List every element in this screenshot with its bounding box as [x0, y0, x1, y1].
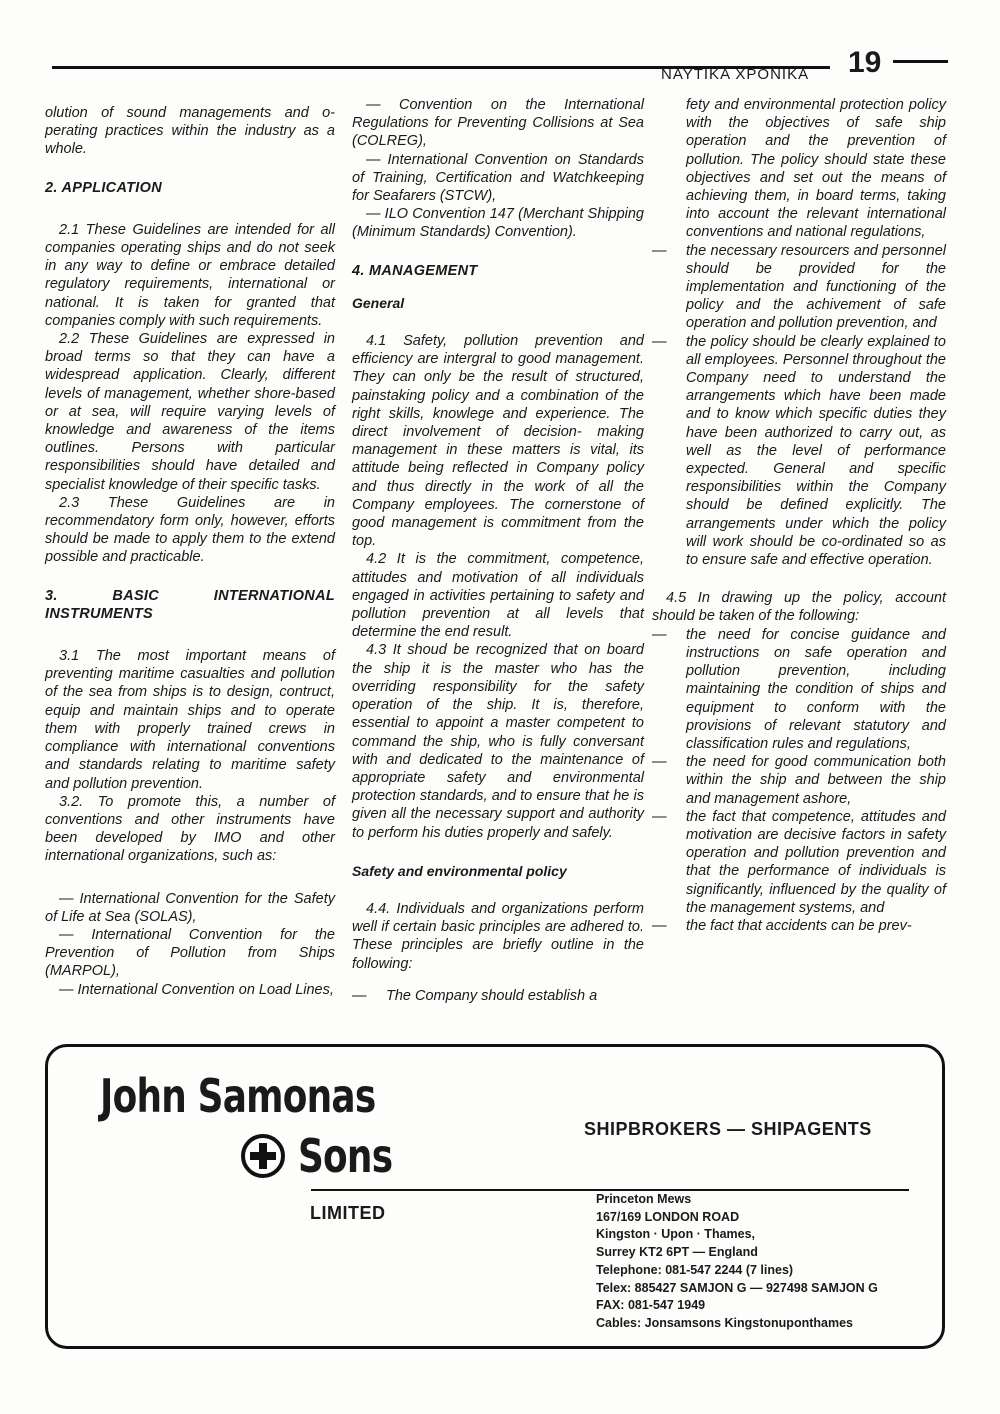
paragraph-2-1: 2.1 These Guidelines are intended for all companies operating ships and do not seek in any way to define or embrace detailed regulatory requirements, international or national. It is taken for granted that companies comply with such requirements.: [45, 221, 335, 329]
cables-line: Cables: Jonsamsons Kingstonuponthames: [596, 1315, 853, 1330]
list-dash: —: [652, 808, 667, 825]
list-text: the necessary resourcers and personnel should be provided for the implementation and functioning of the policy and the achivement of safe operation and pollution prevention, and: [686, 242, 946, 332]
list-text: the need for good communication both within the ship and between the ship and management ashore,: [686, 754, 946, 807]
list-item-accidents: [652, 917, 946, 935]
address-line: Surrey KT2 6PT — England: [596, 1245, 758, 1260]
header-rule-right: [893, 60, 948, 63]
journal-title: ΝΑΥΤΙΚΑ ΧΡΟΝΙΚΑ: [661, 66, 810, 83]
paragraph-4-5: 4.5 In drawing up the policy, account should be taken of the following:: [652, 590, 946, 625]
telex-line: Telex: 885427 SAMJON G — 927498 SAMJON G: [596, 1280, 878, 1295]
general-subheading: General: [352, 294, 405, 311]
list-item-explained: [652, 333, 946, 570]
section-4-heading: 4. MANAGEMENT: [352, 262, 478, 279]
list-dash: —: [652, 626, 667, 643]
list-text: the need for concise guidance and instructions on safe operation and pollution prevention, including maintaining the condition of ships and equipment to conform with the provisions of relevant statutory and classification rules and regulations,: [686, 626, 946, 752]
page-number: 19: [848, 46, 882, 79]
telephone-line: Telephone: 081-547 2244 (7 lines): [596, 1262, 794, 1277]
section-3-heading: 3. BASIC INTERNATIONAL INSTRUMENTS: [45, 587, 335, 622]
fax-line: FAX: 081-547 1949: [596, 1298, 706, 1313]
list-text: the fact that accidents can be prev-: [686, 917, 912, 934]
paragraph-4-2: 4.2 It is the commitment, competence, attitudes and motivation of all individuals engaged in activities pertaining to safety and pollution prevention at all levels that determine the end result.: [352, 551, 644, 641]
safety-policy-subheading: Safety and environmental policy: [352, 862, 567, 879]
list-dash: —: [652, 333, 667, 350]
column-2: [352, 96, 644, 1005]
list-item-guidance: [652, 626, 946, 753]
list-text: the policy should be clearly explained to all employees. Personnel throughout the Company need to understand the arrangements which have been made and to know which specific duties they have been authorized to carry out, as well as the level of performance expected. General and specific responsibilities within the Company should be defined explicitly. The arrangements under which the policy will work should be co-ordinated so as to ensure safe and effective operation.: [686, 333, 946, 569]
section-2-heading: 2. APPLICATION: [45, 179, 162, 196]
list-item-colreg: — Convention on the International Regulations for Preventing Collisions at Sea (COLREG),: [352, 97, 644, 150]
list-item-ilo: — ILO Convention 147 (Merchant Shipping (Minimum Standards) Convention).: [352, 206, 644, 241]
list-item-company-policy: [352, 987, 644, 1005]
column-1: [45, 104, 335, 999]
list-dash: —: [652, 242, 667, 259]
paragraph-3-1: 3.1 The most important means of preventing maritime casualties and pollution of the sea from ships is to design, contruct, equip and maintain ships and to operate them with properly trained crews in compliance with international conventions and standards relating to maritime safety and pollution prevention.: [45, 648, 335, 792]
company-address: [596, 1191, 878, 1333]
address-line: Kingston · Upon · Thames,: [596, 1227, 756, 1242]
list-item-marpol: — International Convention for the Prevention of Pollution from Ships (MARPOL),: [45, 926, 335, 980]
intro-paragraph: olution of sound managements and o-perating practices within the industry as a whole.: [45, 105, 335, 158]
paragraph-2-3: 2.3 These Guidelines are in recommendatory form only, however, efforts should be made to apply them to the extend possible and practicable.: [45, 494, 335, 566]
column-3: [652, 96, 946, 935]
company-tagline: SHIPBROKERS — SHIPAGENTS: [584, 1119, 872, 1139]
list-dash: —: [652, 754, 667, 771]
company-name-line2: Sons: [298, 1129, 393, 1183]
paragraph-3-2: 3.2. To promote this, a number of conventions and other instruments have been developed by IMO and other international organizations, such as:: [45, 793, 335, 865]
company-limited: LIMITED: [310, 1203, 386, 1223]
paragraph-4-4: 4.4. Individuals and organizations perform well if certain basic principles are adhered to. These principles are briefly outline in the following:: [352, 900, 644, 972]
list-item-solas: — International Convention for the Safety of Life at Sea (SOLAS),: [45, 890, 335, 925]
list-text: the fact that competence, attitudes and motivation are decisive factors in safety operation and pollution prevention and that the performance of individuals is significantly, influenced by the quality of the management systems, and: [686, 808, 946, 916]
list-item-competence: [652, 808, 946, 917]
list-text: The Company should establish a: [386, 987, 598, 1004]
list-item-continued: [652, 96, 946, 242]
paragraph-2-2: 2.2 These Guidelines are expressed in broad terms so that they can have a widespread application. Clearly, different levels of management, whether shore-based or at sea, will require varying levels of knowledge and awareness of the items outlines. Persons with particular responsibilities should have detailed and specialist knowledge of their specific tasks.: [45, 331, 335, 493]
address-line: 167/169 LONDON ROAD: [596, 1209, 740, 1224]
list-item-communication: [652, 753, 946, 808]
paragraph-4-1: 4.1 Safety, pollution prevention and efficiency are intergral to good management. They can only be the result of structured, painstaking policy and a combination of the right skills, knowlege and experience. The direct involvement of decision- making management in these matters is vital, its attitude being reflected in Company policy and thus directly in the work of all the Company employees. The cornerstone of good management is commitment from the top.: [352, 333, 644, 550]
paragraph-4-3: 4.3 It shoud be recognized that on board the ship it is the master who has the overriding responsibility for the safety operation of the ship. It is, therefore, essential to appoint a master competent to command the ship, who is fully conversant with and dedicated to the maintenance of appropriate safety and environmental protection standards, and to ensure that he is given all the necessary support and authority to perform his duties properly and safely.: [352, 642, 644, 841]
list-item-stcw: — International Convention on Standards of Training, Certification and Watchkeeping for Seafarers (STCW),: [352, 151, 644, 205]
list-item-load-lines: — International Convention on Load Lines,: [59, 981, 334, 998]
list-dash: —: [352, 987, 367, 1004]
list-text: fety and environmental protection policy with the objectives of safe ship operation and the prevention of pollution. The policy should state these objectives and set out the means of achieving them, in board terms, taking into account the relevant international conventions and national regulations,: [686, 97, 946, 241]
list-dash: —: [652, 917, 667, 934]
advertisement-box: [45, 1044, 945, 1349]
cross-logo-icon: [240, 1133, 286, 1179]
list-item-resources: [652, 242, 946, 333]
company-name-line1: John Samonas: [100, 1069, 376, 1123]
address-line: Princeton Mews: [596, 1192, 692, 1206]
